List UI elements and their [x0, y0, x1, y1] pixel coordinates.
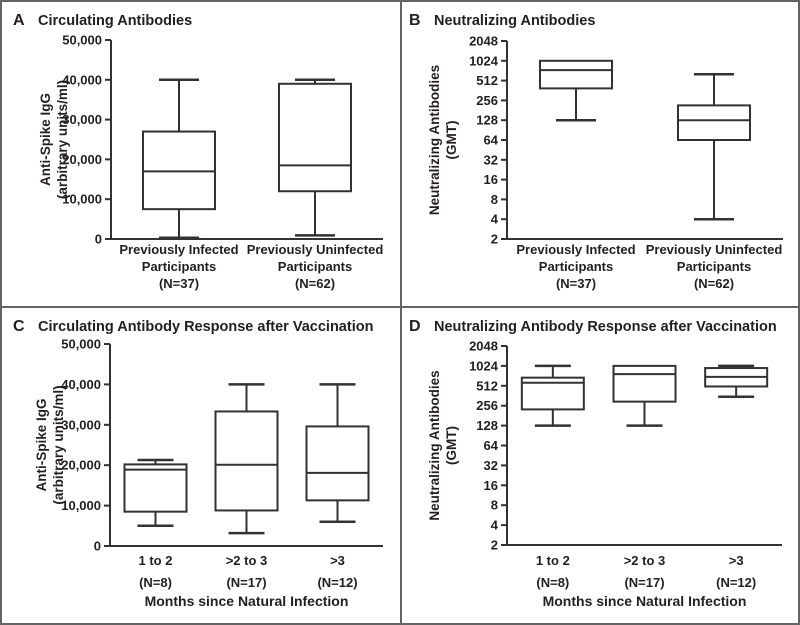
x-axis-title: Months since Natural Infection: [144, 593, 349, 609]
y-tick-label: 1024: [469, 53, 498, 69]
boxplot-svg-c: [2, 308, 400, 623]
x-category-label: >3: [330, 553, 345, 568]
panel-letter: C: [13, 318, 25, 335]
y-tick-label: 20,000: [61, 457, 101, 473]
y-tick-label: 16: [483, 172, 498, 188]
boxplot-group: [705, 366, 767, 397]
boxplot-group: [216, 384, 278, 533]
box-iqr-rect: [678, 105, 750, 140]
x-category-label: (N=37): [158, 276, 200, 291]
y-tick-label: 256: [476, 398, 498, 414]
panel-b-neutralizing-antibodies: [402, 2, 798, 306]
x-category-label: Participants: [141, 259, 217, 274]
x-category-label: (N=12): [317, 575, 358, 590]
y-tick-label: 8: [490, 497, 498, 513]
y-tick-label: 30,000: [62, 112, 102, 128]
y-tick-label: 256: [476, 92, 498, 108]
panel-a-circulating-antibodies: [2, 2, 400, 306]
y-axis-label: Neutralizing Antibodies (GMT): [427, 64, 459, 216]
x-category-label: 1 to 2: [138, 553, 173, 568]
x-category-label: (N=62): [294, 276, 336, 291]
y-tick-label: 50,000: [62, 32, 102, 48]
y-tick-label: 0: [94, 231, 102, 247]
y-tick-label: 2: [490, 231, 498, 247]
y-tick-label: 40,000: [62, 72, 102, 88]
y-tick-label: 64: [483, 438, 498, 453]
box-iqr-rect: [125, 464, 187, 511]
y-tick-label: 10,000: [61, 498, 101, 514]
x-category-label: 1 to 2: [535, 553, 570, 568]
y-tick-label: 4: [490, 517, 498, 533]
y-tick-label: 50,000: [61, 336, 101, 352]
x-category-label: (N=17): [226, 575, 267, 590]
y-tick-label: 32: [483, 152, 498, 168]
panel-letter: B: [409, 12, 421, 29]
x-category-label: (N=17): [624, 575, 665, 590]
y-tick-label: 128: [476, 112, 498, 128]
panel-title: Circulating Antibodies: [38, 13, 193, 29]
x-category-label: >3: [728, 553, 744, 568]
panel-divider-horizontal: [2, 306, 798, 308]
y-tick-label: 2048: [469, 338, 498, 354]
y-axis-label: Neutralizing Antibodies (GMT): [427, 370, 459, 521]
boxplot-group: [678, 74, 750, 219]
boxplot-group: [614, 366, 676, 426]
x-category-label: Previously Uninfected: [645, 242, 783, 257]
x-category-label: Previously Uninfected: [246, 242, 384, 257]
y-tick-label: 2: [490, 537, 498, 553]
y-tick-label: 16: [483, 477, 498, 493]
x-category-label: Participants: [676, 259, 752, 274]
y-tick-label: 8: [490, 191, 498, 207]
boxplot-group: [143, 80, 215, 238]
x-category-label: (N=62): [693, 276, 735, 291]
panel-title: Neutralizing Antibodies: [434, 13, 596, 29]
boxplot-svg-b: [402, 2, 798, 306]
box-iqr-rect: [279, 84, 351, 191]
box-iqr-rect: [614, 366, 676, 402]
boxplot-group: [540, 61, 612, 120]
y-tick-label: 20,000: [62, 151, 102, 167]
x-category-label: (N=8): [536, 575, 570, 590]
box-iqr-rect: [307, 426, 369, 500]
y-tick-label: 512: [476, 378, 498, 394]
x-category-label: Participants: [538, 259, 614, 274]
panel-d-neutralizing-response: [402, 308, 798, 623]
x-category-label: (N=8): [139, 575, 172, 590]
panel-letter: A: [13, 12, 25, 29]
x-axis-title: Months since Natural Infection: [542, 593, 747, 609]
y-tick-label: 30,000: [61, 417, 101, 433]
boxplot-group: [522, 366, 584, 426]
y-tick-label: 10,000: [62, 191, 102, 207]
x-category-label: >2 to 3: [225, 553, 268, 568]
y-tick-label: 2048: [469, 33, 498, 49]
y-tick-label: 64: [483, 132, 498, 148]
boxplot-group: [307, 384, 369, 521]
box-iqr-rect: [540, 61, 612, 89]
x-category-label: (N=37): [555, 276, 597, 291]
panel-divider-vertical: [400, 2, 402, 623]
y-tick-label: 4: [490, 211, 498, 227]
y-axis-label: Anti-Spike IgG (arbitrary units/ml): [34, 385, 66, 505]
boxplot-group: [125, 460, 187, 526]
y-tick-label: 512: [476, 73, 498, 89]
boxplot-svg-d: [402, 308, 798, 623]
y-tick-label: 128: [476, 418, 498, 434]
y-tick-label: 0: [93, 538, 101, 554]
y-tick-label: 40,000: [61, 376, 101, 392]
y-axis-label: Anti-Spike IgG (arbitrary units/ml): [38, 79, 70, 200]
x-category-label: Previously Infected: [516, 242, 636, 257]
boxplot-group: [279, 80, 351, 236]
panel-title: Neutralizing Antibody Response after Vaccination: [434, 319, 777, 335]
x-category-label: >2 to 3: [623, 553, 666, 568]
panel-letter: D: [409, 318, 421, 335]
box-iqr-rect: [216, 411, 278, 510]
panel-title: Circulating Antibody Response after Vaccination: [38, 319, 374, 335]
x-category-label: Participants: [277, 259, 353, 274]
x-category-label: (N=12): [716, 575, 757, 590]
y-tick-label: 32: [483, 457, 498, 473]
y-tick-label: 1024: [469, 358, 498, 374]
boxplot-svg-a: [2, 2, 400, 306]
panel-c-circulating-response: [2, 308, 400, 623]
x-category-label: Previously Infected: [119, 242, 239, 257]
